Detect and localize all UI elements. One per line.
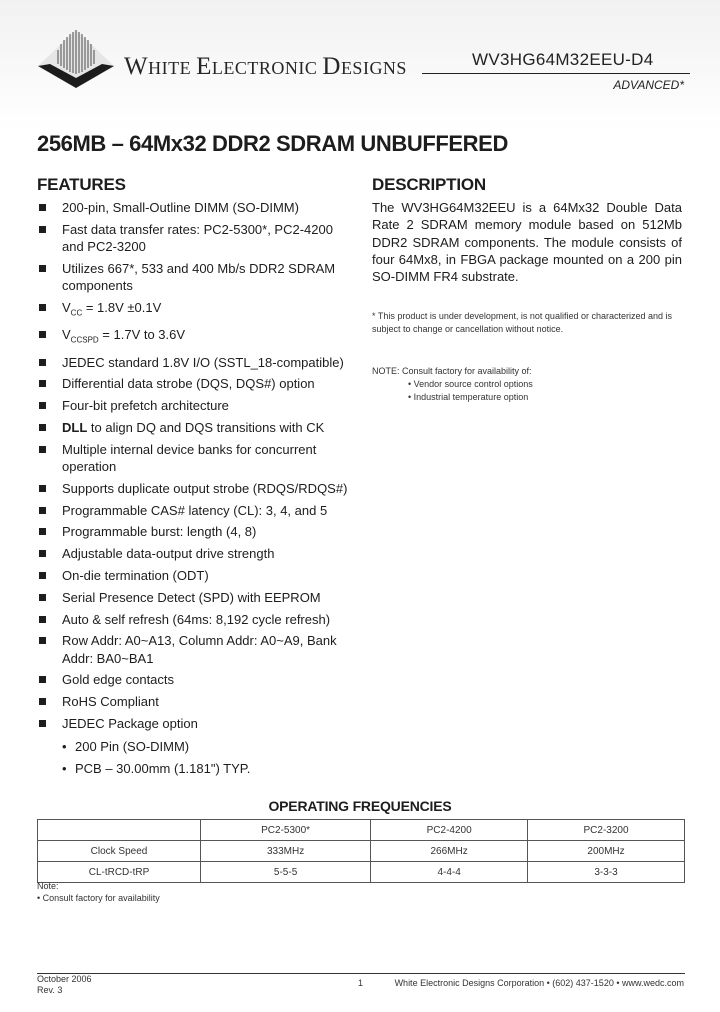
feature-item: Programmable burst: length (4, 8) — [37, 523, 357, 540]
table-cell: CL-tRCD-tRP — [38, 862, 201, 883]
availability-note — [372, 365, 533, 404]
feature-item: Row Addr: A0~A13, Column Addr: A0~A9, Bank Addr: BA0~BA1 — [37, 632, 357, 666]
bullet-square-icon — [39, 616, 46, 623]
status-label: ADVANCED* — [613, 78, 684, 92]
package-options-list — [62, 738, 250, 782]
feature-item: Four-bit prefetch architecture — [37, 397, 357, 414]
note-item: • Vendor source control options — [408, 379, 533, 389]
feature-item: DLL to align DQ and DQS transitions with CK — [37, 419, 357, 436]
note-label: NOTE: Consult factory for availability of: — [372, 366, 532, 376]
bullet-square-icon — [39, 424, 46, 431]
table-cell: 333MHz — [201, 841, 371, 862]
footer-date-rev — [37, 974, 92, 996]
feature-item: On-die termination (ODT) — [37, 567, 357, 584]
note-item: • Industrial temperature option — [408, 392, 529, 402]
feature-item: $V_{CC} = 1.8V \pm 0.1V$ — [37, 299, 357, 322]
table-header-row — [38, 820, 685, 841]
bullet-square-icon — [39, 226, 46, 233]
description-text: The WV3HG64M32EEU is a 64Mx32 Double Data Rate 2 SDRAM memory module based on 512Mb DDR2 SDRAM components. The module consists of four 64Mx8, in FBGA package mounted on a 200 pin SO-DIMM FR4 substrate. — [372, 200, 682, 285]
footer-contact: White Electronic Designs Corporation • (602) 437-1520 • www.wedc.com — [394, 978, 684, 988]
feature-item: $V_{CCSPD} = 1.7V$ to 3.6V — [37, 326, 357, 349]
bullet-square-icon — [39, 550, 46, 557]
bullet-square-icon — [39, 572, 46, 579]
page-title: 256MB – 64Mx32 DDR2 SDRAM UNBUFFERED — [37, 131, 508, 156]
description-heading: DESCRIPTION — [372, 175, 486, 194]
table-cell: PC2-3200 — [528, 820, 685, 841]
page-number: 1 — [358, 978, 364, 988]
footer-date: October 2006 — [37, 974, 92, 984]
part-number: WV3HG64M32EEU-D4 — [472, 50, 654, 69]
company-name: WHITE ELECTRONIC DESIGNS — [124, 53, 407, 80]
feature-item: Serial Presence Detect (SPD) with EEPROM — [37, 589, 357, 606]
package-option-item: • PCB – 30.00mm (1.181") TYP. — [62, 761, 251, 776]
header-rule — [422, 73, 690, 74]
feature-item: Differential data strobe (DQS, DQS#) option — [37, 375, 357, 392]
table-note-label: Note: — [37, 881, 59, 891]
bullet-square-icon — [39, 594, 46, 601]
package-option-item: • 200 Pin (SO-DIMM) — [62, 739, 190, 754]
company-logo-icon — [36, 28, 116, 90]
bullet-square-icon — [39, 507, 46, 514]
bullet-square-icon — [39, 676, 46, 683]
feature-item: JEDEC Package option — [37, 715, 357, 732]
bullet-square-icon — [39, 331, 46, 338]
feature-item: Adjustable data-output drive strength — [37, 545, 357, 562]
footer-rule — [37, 973, 685, 974]
footer-rev: Rev. 3 — [37, 985, 63, 995]
feature-item: Gold edge contacts — [37, 671, 357, 688]
features-list — [37, 199, 357, 737]
feature-item: Multiple internal device banks for concurrent operation — [37, 441, 357, 475]
bullet-square-icon — [39, 720, 46, 727]
bullet-square-icon — [39, 637, 46, 644]
feature-item: Auto & self refresh (64ms: 8,192 cycle refresh) — [37, 611, 357, 628]
table-cell: 266MHz — [371, 841, 528, 862]
table-cell: PC2-5300* — [201, 820, 371, 841]
table-cell: 3-3-3 — [528, 862, 685, 883]
table-cell: 5-5-5 — [201, 862, 371, 883]
table-cell: PC2-4200 — [371, 820, 528, 841]
operating-frequencies-title: OPERATING FREQUENCIES — [268, 798, 452, 814]
feature-item: Supports duplicate output strobe (RDQS/RDQS#) — [37, 480, 357, 497]
table-cell — [38, 820, 201, 841]
table-cell: Clock Speed — [38, 841, 201, 862]
table-note-item: • Consult factory for availability — [37, 893, 160, 903]
table-note — [37, 880, 160, 904]
table-row — [38, 841, 685, 862]
feature-item: Fast data transfer rates: PC2-5300*, PC2-4200 and PC2-3200 — [37, 221, 357, 255]
feature-item: RoHS Compliant — [37, 693, 357, 710]
table-cell: 4-4-4 — [371, 862, 528, 883]
bullet-square-icon — [39, 402, 46, 409]
bullet-square-icon — [39, 485, 46, 492]
feature-item: Programmable CAS# latency (CL): 3, 4, and 5 — [37, 502, 357, 519]
bullet-square-icon — [39, 204, 46, 211]
operating-frequencies-table — [37, 819, 685, 883]
bullet-square-icon — [39, 446, 46, 453]
bullet-square-icon — [39, 698, 46, 705]
table-cell: 200MHz — [528, 841, 685, 862]
bullet-square-icon — [39, 528, 46, 535]
bullet-square-icon — [39, 265, 46, 272]
feature-item: 200-pin, Small-Outline DIMM (SO-DIMM) — [37, 199, 357, 216]
feature-item: Utilizes 667*, 533 and 400 Mb/s DDR2 SDRAM components — [37, 260, 357, 294]
features-heading: FEATURES — [37, 175, 126, 194]
bullet-square-icon — [39, 359, 46, 366]
feature-item: JEDEC standard 1.8V I/O (SSTL_18-compatible) — [37, 354, 357, 371]
development-footnote: * This product is under development, is not qualified or characterized and is subject to change or cancellation without notice. — [372, 311, 673, 334]
bullet-square-icon — [39, 304, 46, 311]
bullet-square-icon — [39, 380, 46, 387]
